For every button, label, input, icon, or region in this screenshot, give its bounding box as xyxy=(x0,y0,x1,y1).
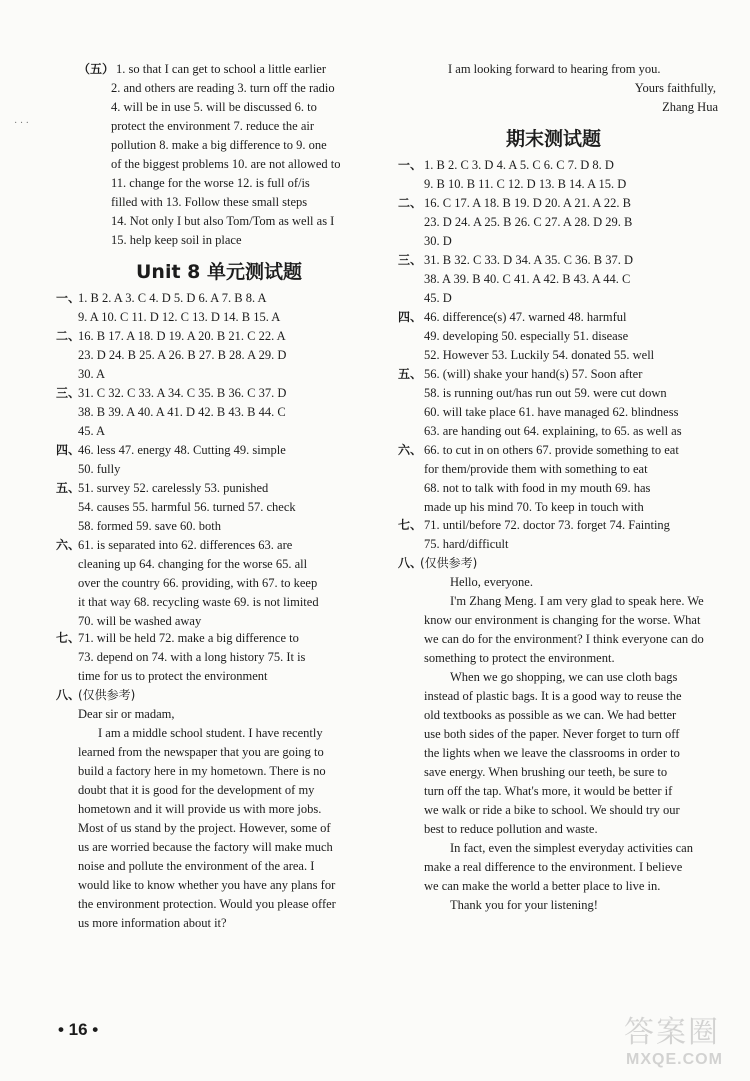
answer-line: 66. to cut in on others 67. provide something to eat xyxy=(424,443,679,457)
letter-line: doubt that it is good for the development of my xyxy=(78,783,315,797)
letter-line: us are worried because the factory will make much xyxy=(78,840,333,854)
watermark-text: 答案圈 xyxy=(624,1015,720,1050)
answer-line: made up his mind 70. To keep in touch with xyxy=(424,500,644,514)
answer-line: 1. B 2. C 3. D 4. A 5. C 6. C 7. D 8. D xyxy=(424,158,614,172)
answer-line: 61. is separated into 62. differences 63. are xyxy=(78,538,293,552)
speech-line: save energy. When brushing our teeth, be sure to xyxy=(424,765,668,779)
answer-line: of the biggest problems 10. are not allowed to xyxy=(111,157,341,171)
section-label: 六、 xyxy=(398,443,423,457)
section-label: 一、 xyxy=(56,291,81,305)
answer-line: 70. will be washed away xyxy=(78,614,202,628)
section-label: 二、 xyxy=(56,329,81,343)
answer-line: protect the environment 7. reduce the air xyxy=(111,119,315,133)
page-number: • 16 • xyxy=(58,1020,99,1039)
answer-line: 23. D 24. B 25. A 26. B 27. B 28. A 29. D xyxy=(78,348,287,362)
answer-line: 75. hard/difficult xyxy=(424,537,509,551)
section-label: 八、 xyxy=(398,556,423,570)
answer-line: 46. difference(s) 47. warned 48. harmful xyxy=(424,310,627,324)
answer-line: 68. not to talk with food in my mouth 69. has xyxy=(424,481,651,495)
final-exam-title: 期末测试题 xyxy=(506,128,602,150)
unit8-title: Unit 8 单元测试题 xyxy=(136,261,302,283)
letter-line: us more information about it? xyxy=(78,916,227,930)
section-label: （五） xyxy=(78,62,115,76)
speech-line: When we go shopping, we can use cloth bags xyxy=(450,670,678,684)
section-label: 五、 xyxy=(398,367,423,381)
speech-line: make a real difference to the environment. I believe xyxy=(424,860,683,874)
speech-line: turn off the tap. What's more, it would be better if xyxy=(424,784,673,798)
answer-line: cleaning up 64. changing for the worse 65. all xyxy=(78,557,308,571)
closing-line: I am looking forward to hearing from you. xyxy=(448,62,661,76)
answer-line: it that way 68. recycling waste 69. is not limited xyxy=(78,595,319,609)
closing-line: Yours faithfully, xyxy=(634,81,716,95)
speech-line: instead of plastic bags. It is a good way to reuse the xyxy=(424,689,682,703)
speech-line: the lights when we leave the classrooms in order to xyxy=(424,746,680,760)
answer-line: 73. depend on 74. with a long history 75. It is xyxy=(78,650,306,664)
answer-line: 31. C 32. C 33. A 34. C 35. B 36. C 37. D xyxy=(78,386,287,400)
section-label: 四、 xyxy=(398,310,423,324)
answer-line: 1. B 2. A 3. C 4. D 5. D 6. A 7. B 8. A xyxy=(78,291,267,305)
answer-line: 38. A 39. B 40. C 41. A 42. B 43. A 44. C xyxy=(424,272,631,286)
answer-line: pollution 8. make a big difference to 9. one xyxy=(111,138,327,152)
answer-line: over the country 66. providing, with 67. to keep xyxy=(78,576,318,590)
answer-line: 15. help keep soil in place xyxy=(111,233,242,247)
letter-line: would like to know whether you have any plans for xyxy=(78,878,336,892)
section-label: 二、 xyxy=(398,196,423,210)
answer-line: 71. until/before 72. doctor 73. forget 74. Fainting xyxy=(424,518,670,532)
answer-line: for them/provide them with something to eat xyxy=(424,462,648,476)
speech-line: In fact, even the simplest everyday activities can xyxy=(450,841,693,855)
answer-line: 11. change for the worse 12. is full of/is xyxy=(111,176,310,190)
letter-line: Dear sir or madam, xyxy=(78,707,175,721)
watermark-logo xyxy=(618,1007,740,1073)
answer-line: 30. D xyxy=(424,234,452,248)
section-label: 一、 xyxy=(398,158,423,172)
section-label: 三、 xyxy=(56,386,81,400)
answer-line: 58. is running out/has run out 59. were cut down xyxy=(424,386,667,400)
letter-line: the environment protection. Would you please offer xyxy=(78,897,336,911)
section-label: 三、 xyxy=(398,253,423,267)
answer-line: time for us to protect the environment xyxy=(78,669,268,683)
section-label: 四、 xyxy=(56,443,81,457)
speech-line: old textbooks as possible as we can. We had better xyxy=(424,708,677,722)
reference-note: (仅供参考) xyxy=(420,556,478,570)
answer-line: 46. less 47. energy 48. Cutting 49. simple xyxy=(78,443,286,457)
answer-line: 9. A 10. C 11. D 12. C 13. D 14. B 15. A xyxy=(78,310,281,324)
speech-line: we walk or ride a bike to school. We should try our xyxy=(424,803,680,817)
answer-line: 49. developing 50. especially 51. disease xyxy=(424,329,629,343)
speech-line: best to reduce pollution and waste. xyxy=(424,822,598,836)
section-label: 七、 xyxy=(398,518,423,532)
answer-line: 60. will take place 61. have managed 62. blindness xyxy=(424,405,679,419)
answer-line: 4. will be in use 5. will be discussed 6. to xyxy=(111,100,317,114)
answer-line: 45. D xyxy=(424,291,452,305)
answer-line: 1. so that I can get to school a little earlier xyxy=(116,62,326,76)
section-label: 七、 xyxy=(56,631,81,645)
letter-line: build a factory here in my hometown. There is no xyxy=(78,764,326,778)
letter-line: Most of us stand by the project. However, some of xyxy=(78,821,331,835)
answer-line: 54. causes 55. harmful 56. turned 57. check xyxy=(78,500,296,514)
speech-line: use both sides of the paper. Never forget to turn off xyxy=(424,727,680,741)
answer-line: 52. However 53. Luckily 54. donated 55. well xyxy=(424,348,655,362)
letter-line: hometown and it will provide us with more jobs. xyxy=(78,802,322,816)
answer-line: 31. B 32. C 33. D 34. A 35. C 36. B 37. D xyxy=(424,253,634,267)
answer-line: 45. A xyxy=(78,424,106,438)
answer-line: 51. survey 52. carelessly 53. punished xyxy=(78,481,269,495)
answer-line: 14. Not only I but also Tom/Tom as well as I xyxy=(111,214,335,228)
letter-line: noise and pollute the environment of the area. I xyxy=(78,859,315,873)
speech-line: Hello, everyone. xyxy=(450,575,533,589)
answer-line: 38. B 39. A 40. A 41. D 42. B 43. B 44. C xyxy=(78,405,286,419)
speech-line: Thank you for your listening! xyxy=(450,898,598,912)
speech-line: we can make the world a better place to live in. xyxy=(424,879,661,893)
answer-line: 56. (will) shake your hand(s) 57. Soon after xyxy=(424,367,643,381)
answer-line: 63. are handing out 64. explaining, to 65. as well as xyxy=(424,424,682,438)
section-label: 八、 xyxy=(56,688,81,702)
reference-note: (仅供参考) xyxy=(78,688,136,702)
answer-line: 50. fully xyxy=(78,462,121,476)
answer-line: 16. C 17. A 18. B 19. D 20. A 21. A 22. B xyxy=(424,196,631,210)
answer-line: filled with 13. Follow these small steps xyxy=(111,195,308,209)
section-label: 五、 xyxy=(56,481,81,495)
answer-line: 30. A xyxy=(78,367,106,381)
letter-line: learned from the newspaper that you are going to xyxy=(78,745,324,759)
answer-line: 23. D 24. A 25. B 26. C 27. A 28. D 29. B xyxy=(424,215,633,229)
speech-line: I'm Zhang Meng. I am very glad to speak here. We xyxy=(450,594,704,608)
answer-line: 9. B 10. B 11. C 12. D 13. B 14. A 15. D xyxy=(424,177,627,191)
speech-line: know our environment is changing for the worse. What xyxy=(424,613,701,627)
answer-line: 2. and others are reading 3. turn off the radio xyxy=(111,81,335,95)
answer-line: 16. B 17. A 18. D 19. A 20. B 21. C 22. A xyxy=(78,329,286,343)
letter-line: I am a middle school student. I have recently xyxy=(98,726,323,740)
speech-line: something to protect the environment. xyxy=(424,651,615,665)
margin-mark: · · · xyxy=(14,118,29,129)
answer-line: 58. formed 59. save 60. both xyxy=(78,519,222,533)
answer-line: 71. will be held 72. make a big difference to xyxy=(78,631,299,645)
watermark-url: MXQE.COM xyxy=(626,1051,723,1068)
section-label: 六、 xyxy=(56,538,81,552)
speech-line: we can do for the environment? I think everyone can do xyxy=(424,632,704,646)
closing-line: Zhang Hua xyxy=(662,100,718,114)
